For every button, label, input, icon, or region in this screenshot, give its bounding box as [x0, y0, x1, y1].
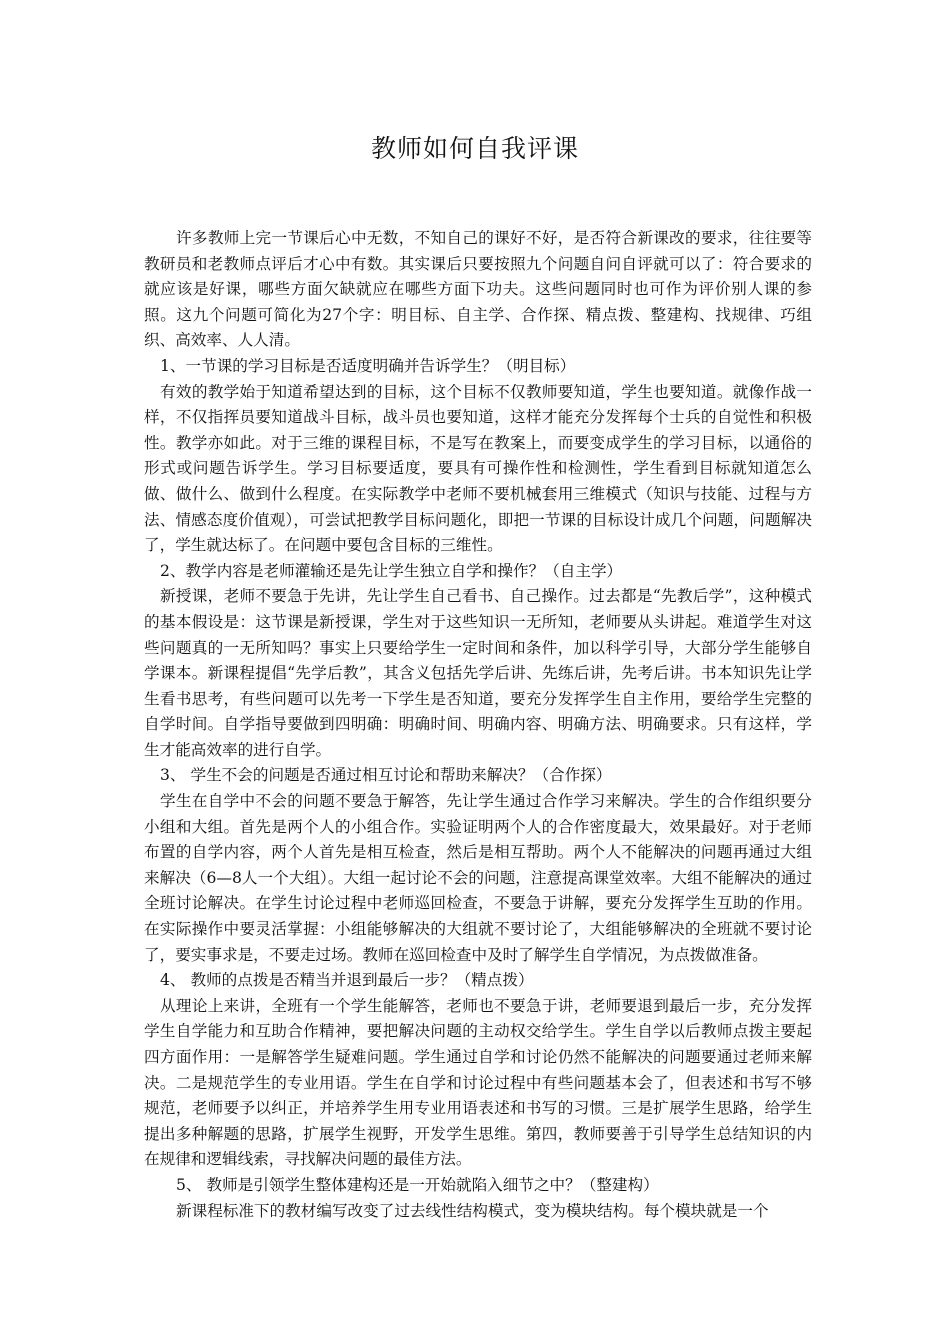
paragraph-2: 新授课，老师不要急于先讲，先让学生自己看书、自己操作。过去都是“先教后学”，这种模式的基本假设是：这节课是新授课，学生对于这些知识一无所知，老师要从头讲起。难道学生对这些问题真的一无所知吗？事实上只要给学生一定时间和条件，加以科学引导，大部分学生能够自学课本。新课程提倡“先学后教”，其含义包括先学后讲、先练后讲，先考后讲。书本知识先让学生看书思考，有些问题可以先考一下学生是否知道，要充分发挥学生自主作用，要给学生完整的自学时间。自学指导要做到四明确：明确时间、明确内容、明确方法、明确要求。只有这样，学生才能高效率的进行自学。	[144, 587, 812, 759]
heading-2: 2、教学内容是老师灌输还是先让学生独立自学和操作？（自主学）	[160, 561, 623, 580]
heading-5: 5、 教师是引领学生整体建构还是一开始就陷入细节之中？（整建构）	[176, 1175, 659, 1194]
heading-3: 3、 学生不会的问题是否通过相互讨论和帮助来解决？（合作探）	[160, 766, 612, 785]
paragraph-intro: 许多教师上完一节课后心中无数，不知自己的课好不好，是否符合新课改的要求，往往要等教研员和老教师点评后才心中有数。其实课后只要按照九个问题自问自评就可以了：符合要求的就应该是好课，哪些方面欠缺就应在哪些方面下功夫。这些问题同时也可作为评价别人课的参照。这九个问题可简化为27个字：明目标、自主学、合作探、精点拨、整建构、找规律、巧组织、高效率、人人清。	[144, 229, 812, 350]
paragraph-1: 有效的教学始于知道希望达到的目标，这个目标不仅教师要知道，学生也要知道。就像作战一样，不仅指挥员要知道战斗目标，战斗员也要知道，这样才能充分发挥每个士兵的自觉性和积极性。教学亦如此。对于三维的课程目标，不是写在教案上，而要变成学生的学习目标，以通俗的形式或问题告诉学生。学习目标要适度，要具有可操作性和检测性，学生看到目标就知道怎么做、做什么、做到什么程度。在实际教学中老师不要机械套用三维模式（知识与技能、过程与方法、情感态度价值观），可尝试把教学目标问题化，即把一节课的目标设计成几个问题，问题解决了，学生就达标了。在问题中要包含目标的三维性。	[144, 382, 812, 555]
heading-1: 1、一节课的学习目标是否适度明确并告诉学生？（明目标）	[160, 356, 576, 375]
paragraph-3: 学生在自学中不会的问题不要急于解答，先让学生通过合作学习来解决。学生的合作组织要分小组和大组。首先是两个人的小组合作。实验证明两个人的合作密度最大，效果最好。对于老师布置的自学内容，两个人首先是相互检查，然后是相互帮助。两个人不能解决的问题再通过大组来解决（6—8人一个大组）。大组一起讨论不会的问题，注意提高课堂效率。大组不能解决的通过全班讨论解决。在学生讨论过程中老师巡回检查，不要急于讲解，要充分发挥学生互助的作用。在实际操作中要灵活掌握：小组能够解决的大组就不要讨论了，大组能够解决的全班就不要讨论了，要实事求是，不要走过场。教师在巡回检查中及时了解学生自学情况，为点拨做准备。	[144, 792, 812, 964]
heading-4: 4、 教师的点拨是否精当并退到最后一步？（精点拨）	[160, 971, 534, 990]
paragraph-5: 新课程标准下的教材编写改变了过去线性结构模式，变为模块结构。每个模块就是一个	[176, 1201, 769, 1220]
paragraph-4: 从理论上来讲，全班有一个学生能解答，老师也不要急于讲，老师要退到最后一步，充分发挥学生自学能力和互助合作精神，要把解决问题的主动权交给学生。学生自学以后教师点拨主要起四方面作用：一是解答学生疑难问题。学生通过自学和讨论仍然不能解决的问题要通过老师来解决。二是规范学生的专业用语。学生在自学和讨论过程中有些问题基本会了，但表述和书写不够规范，老师要予以纠正，并培养学生用专业用语表述和书写的习惯。三是扩展学生思路，给学生提出多种解题的思路，扩展学生视野，开发学生思维。第四，教师要善于引导学生总结知识的内在规律和逻辑线索，寻找解决问题的最佳方法。	[144, 996, 812, 1169]
document-title: 教师如何自我评课	[370, 134, 579, 163]
document-body	[144, 226, 812, 1224]
